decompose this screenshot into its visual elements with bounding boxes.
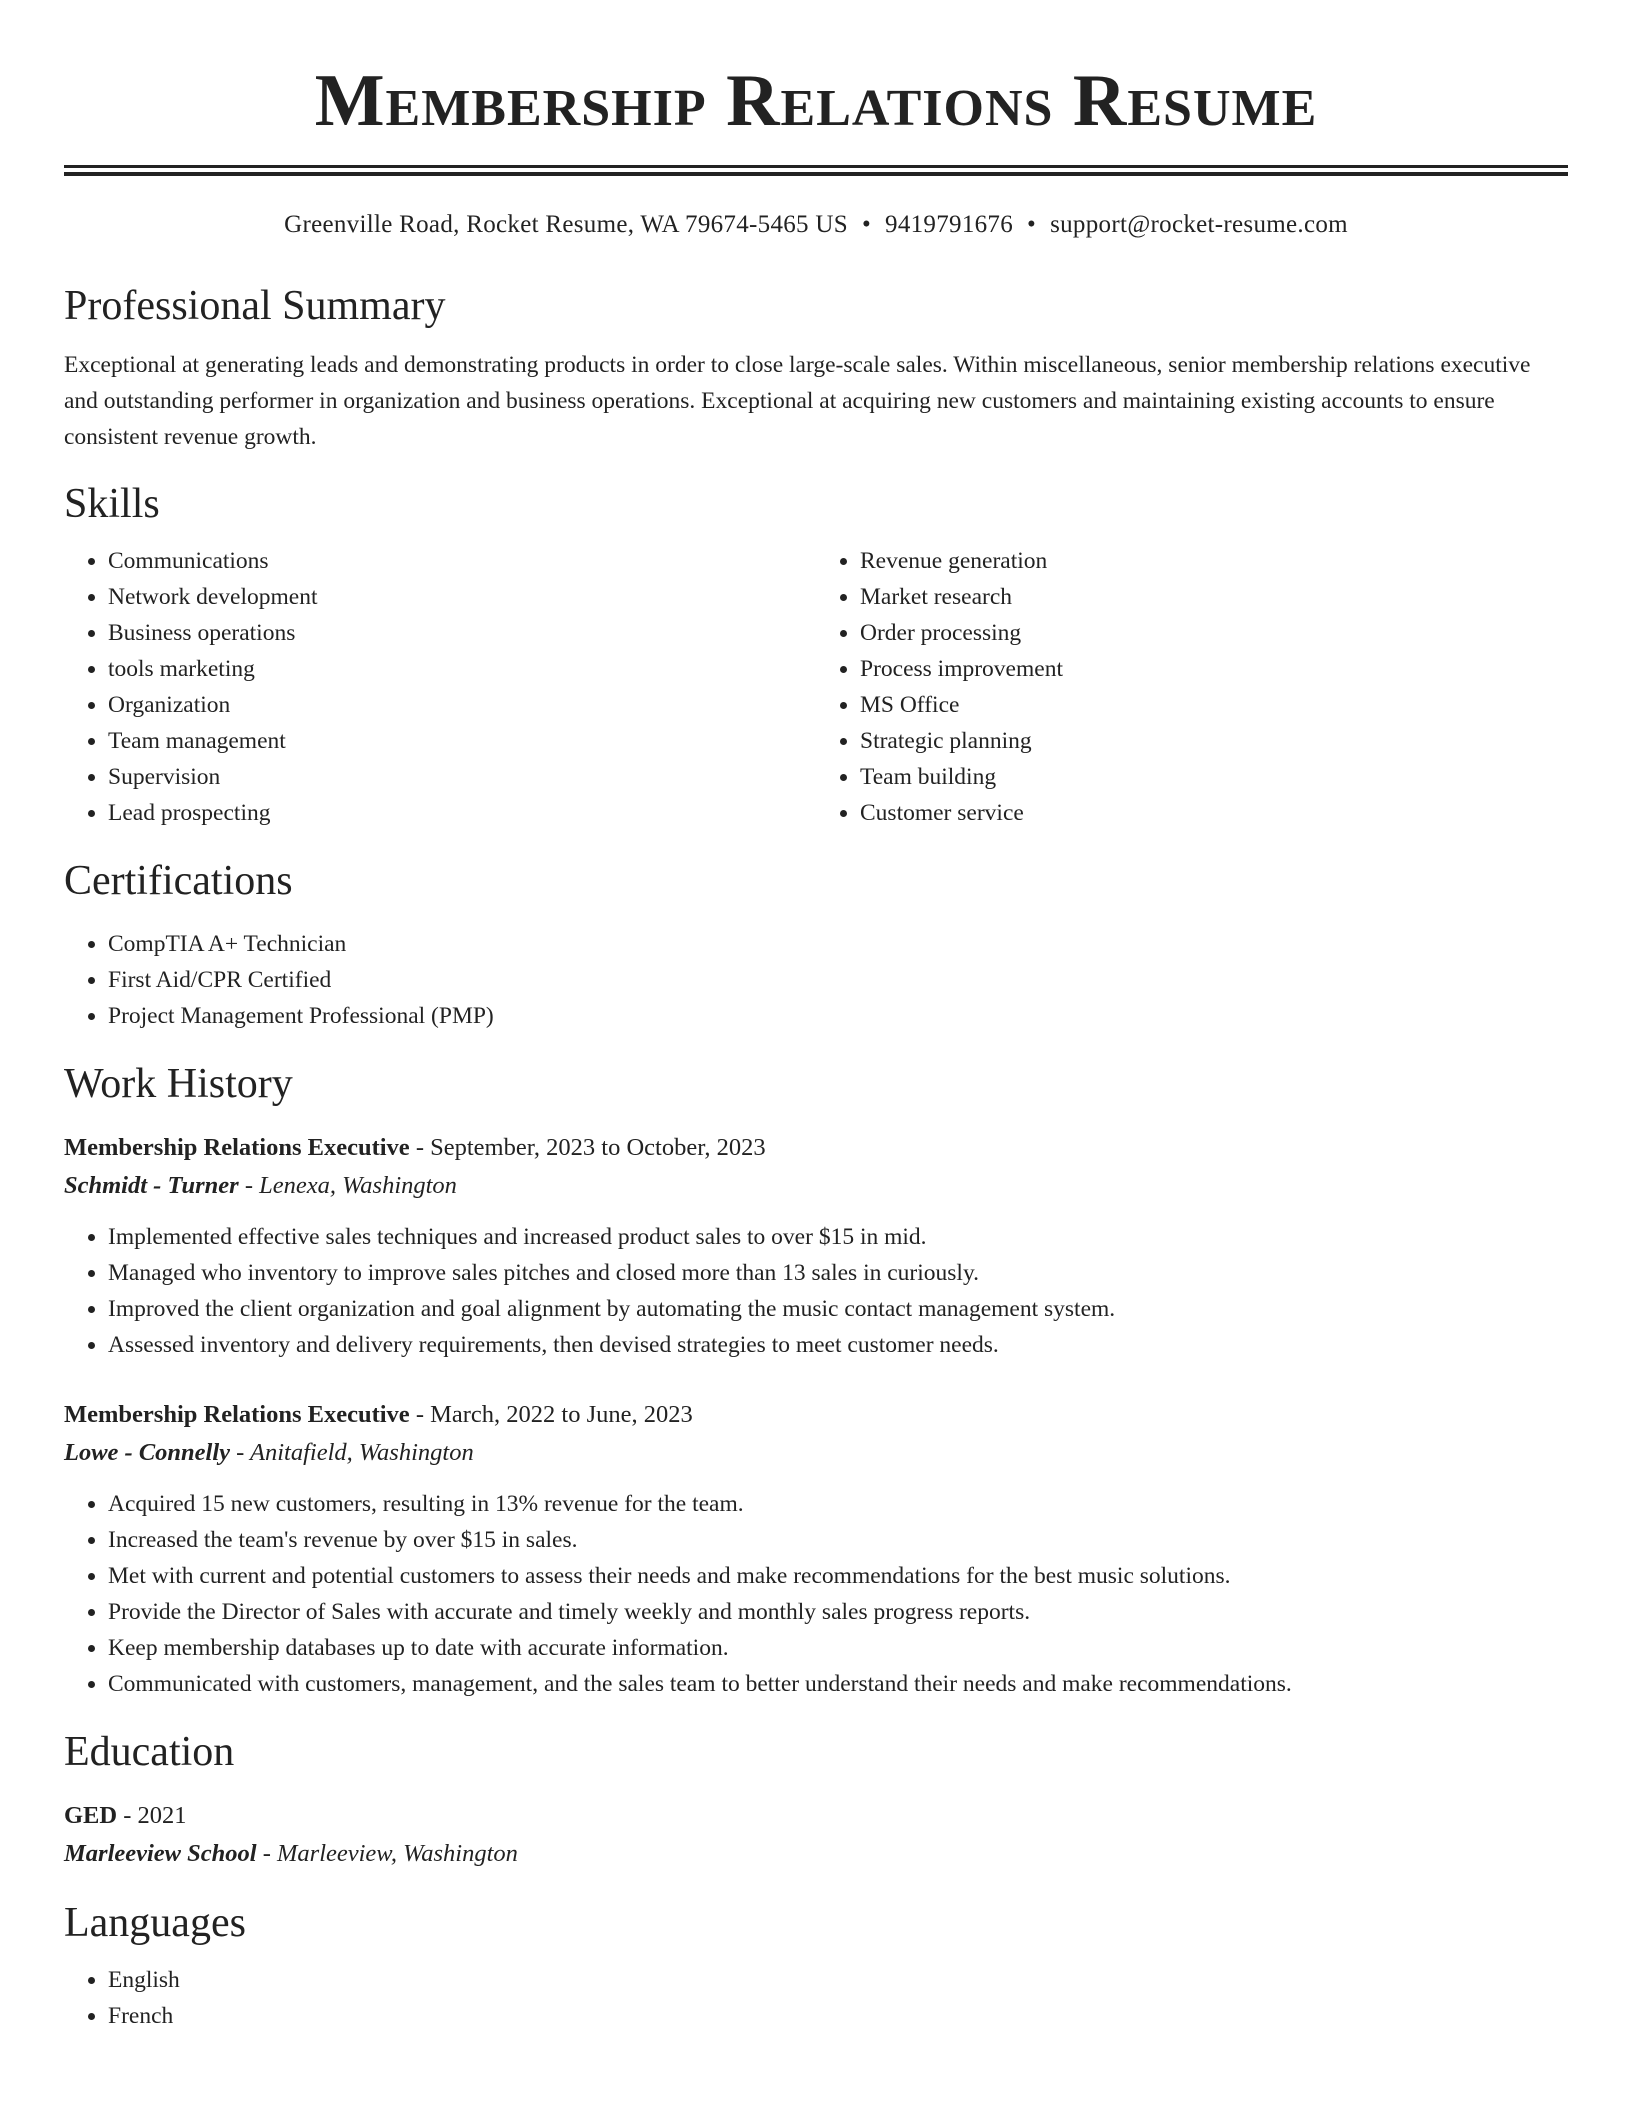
contact-separator: • bbox=[1027, 211, 1037, 238]
skills-columns bbox=[64, 543, 1568, 831]
title-double-rule bbox=[64, 165, 1568, 176]
job-entry bbox=[64, 1396, 1568, 1702]
skill-item: • Team building bbox=[860, 759, 1568, 795]
skill-item: • Order processing bbox=[860, 615, 1568, 651]
job-title: Membership Relations Executive bbox=[64, 1134, 410, 1161]
language-item: • French bbox=[108, 1998, 1568, 2034]
skill-item: • Communications bbox=[108, 543, 816, 579]
section-heading-work-history: Work History bbox=[64, 1061, 293, 1107]
certifications-list bbox=[64, 926, 1568, 1034]
certification-item: • Project Management Professional (PMP) bbox=[108, 998, 1568, 1034]
education-degree: GED bbox=[64, 1802, 118, 1829]
job-bullet: • Assessed inventory and delivery requirements, then devised strategies to meet customer needs. bbox=[108, 1327, 1568, 1363]
contact-line bbox=[64, 210, 1568, 240]
skill-item: • Network development bbox=[108, 579, 816, 615]
summary-text: Exceptional at generating leads and demonstrating products in order to close large-scale sales. Within miscellaneous, senior membership relations executive and outstanding performer in organization and business operations. Exceptional at acquiring new customers and maintaining existing accounts to ensure consistent revenue growth. bbox=[64, 352, 1531, 450]
skill-item: • Business operations bbox=[108, 615, 816, 651]
job-bullet: • Improved the client organization and goal alignment by automating the music contact management system. bbox=[108, 1291, 1568, 1327]
section-heading-skills: Skills bbox=[64, 481, 160, 527]
contact-separator: • bbox=[861, 211, 872, 238]
job-title-line bbox=[64, 1396, 1568, 1434]
education-location: - Marleeview, Washington bbox=[256, 1840, 518, 1867]
skill-item: • Supervision bbox=[108, 759, 816, 795]
skills-list-right bbox=[816, 543, 1568, 831]
job-dates: - March, 2022 to June, 2023 bbox=[409, 1401, 693, 1428]
education-school: Marleeview School bbox=[64, 1840, 257, 1867]
skill-item: • Market research bbox=[860, 579, 1568, 615]
skill-item: • Revenue generation bbox=[860, 543, 1568, 579]
language-item: • English bbox=[108, 1962, 1568, 1998]
job-title-line bbox=[64, 1129, 1568, 1167]
job-company-line bbox=[64, 1167, 1568, 1205]
skill-item: • Strategic planning bbox=[860, 723, 1568, 759]
job-location: - Lenexa, Washington bbox=[238, 1172, 457, 1199]
contact-phone: 9419791676 bbox=[885, 211, 1014, 238]
contact-address: Greenville Road, Rocket Resume, WA 79674-5465 US bbox=[284, 211, 848, 238]
education-school-line bbox=[64, 1835, 1568, 1873]
languages-list bbox=[64, 1962, 1568, 2034]
skill-item: • tools marketing bbox=[108, 651, 816, 687]
certification-item: • First Aid/CPR Certified bbox=[108, 962, 1568, 998]
job-entry bbox=[64, 1129, 1568, 1363]
job-company: Schmidt - Turner bbox=[64, 1172, 239, 1199]
job-bullet: • Increased the team's revenue by over $15 in sales. bbox=[108, 1522, 1568, 1558]
section-heading-certifications: Certifications bbox=[64, 858, 293, 904]
job-bullet: • Met with current and potential customers to assess their needs and make recommendations for the best music solutions. bbox=[108, 1558, 1568, 1594]
job-company-line bbox=[64, 1434, 1568, 1472]
job-company: Lowe - Connelly bbox=[64, 1439, 231, 1466]
skill-item: • Lead prospecting bbox=[108, 795, 816, 831]
section-heading-education: Education bbox=[64, 1729, 235, 1775]
section-heading-summary: Professional Summary bbox=[64, 283, 446, 329]
education-year: - 2021 bbox=[117, 1802, 187, 1829]
skill-item: • Customer service bbox=[860, 795, 1568, 831]
resume-title: Membership Relations Resume bbox=[314, 60, 1318, 142]
job-location: - Anitafield, Washington bbox=[230, 1439, 474, 1466]
job-bullets bbox=[64, 1486, 1568, 1702]
certification-item: • CompTIA A+ Technician bbox=[108, 926, 1568, 962]
job-bullet: • Implemented effective sales techniques and increased product sales to over $15 in mid. bbox=[108, 1219, 1568, 1255]
job-bullet: • Acquired 15 new customers, resulting in 13% revenue for the team. bbox=[108, 1486, 1568, 1522]
skill-item: • MS Office bbox=[860, 687, 1568, 723]
job-dates: - September, 2023 to October, 2023 bbox=[409, 1134, 766, 1161]
contact-email: support@rocket-resume.com bbox=[1050, 211, 1348, 238]
skill-item: • Process improvement bbox=[860, 651, 1568, 687]
skill-item: • Organization bbox=[108, 687, 816, 723]
job-bullets bbox=[64, 1219, 1568, 1363]
skill-item: • Team management bbox=[108, 723, 816, 759]
education-degree-line bbox=[64, 1797, 1568, 1835]
job-bullet: • Provide the Director of Sales with accurate and timely weekly and monthly sales progress reports. bbox=[108, 1594, 1568, 1630]
job-bullet: • Communicated with customers, management, and the sales team to better understand their needs and make recommendations. bbox=[108, 1666, 1568, 1702]
job-bullet: • Managed who inventory to improve sales pitches and closed more than 13 sales in curiously. bbox=[108, 1255, 1568, 1291]
job-title: Membership Relations Executive bbox=[64, 1401, 410, 1428]
skills-list-left bbox=[64, 543, 816, 831]
job-bullet: • Keep membership databases up to date with accurate information. bbox=[108, 1630, 1568, 1666]
section-heading-languages: Languages bbox=[64, 1900, 246, 1946]
